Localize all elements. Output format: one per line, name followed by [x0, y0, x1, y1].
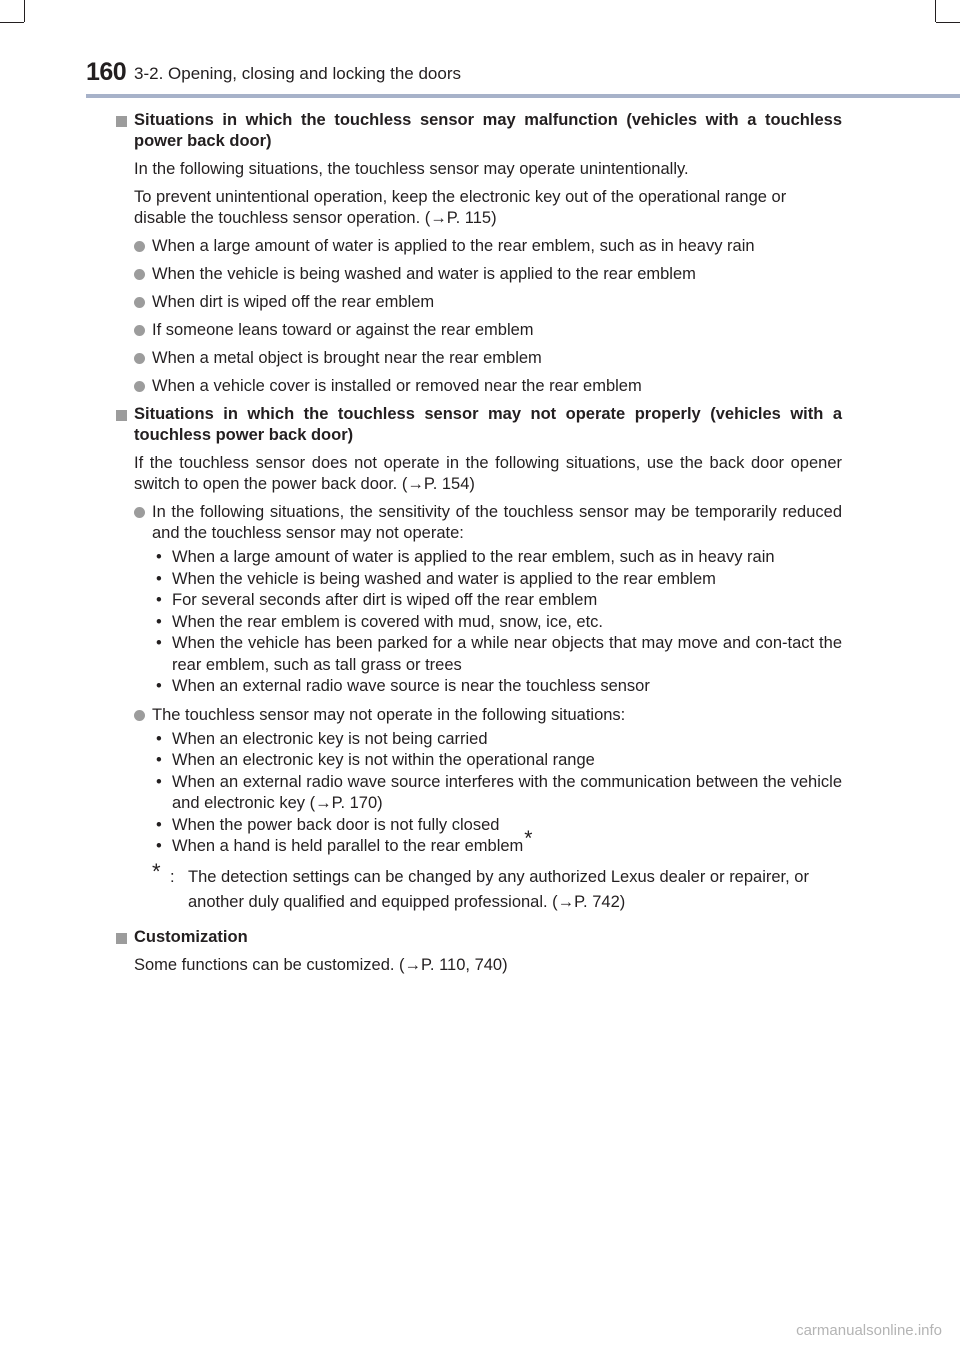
middot-icon: •: [156, 815, 162, 834]
crop-mark: [935, 0, 936, 22]
list-item-text: The touchless sensor may not operate in the following situations:: [152, 705, 626, 724]
list-item-text: If someone leans toward or against the rear emblem: [152, 321, 534, 339]
footnote-text: The detection settings can be changed by any authorized Lexus dealer or repairer, or another duly qualified and equipped professional. (→P. 742): [188, 867, 809, 911]
middot-icon: •: [156, 677, 162, 695]
list-item: [134, 236, 842, 257]
middot-icon: •: [156, 837, 162, 855]
footnote-mark: *: [152, 858, 161, 884]
section-malfunction: [116, 110, 842, 397]
circle-bullet-icon: [134, 710, 145, 721]
list-item-text: When a large amount of water is applied to the rear emblem, such as in heavy rain: [152, 237, 755, 255]
section-heading: Situations in which the touchless sensor may not operate properly (vehicles with a touchless power back door): [134, 405, 842, 444]
middot-icon: •: [156, 612, 162, 631]
sub-list: [152, 547, 842, 698]
sub-list-item-text: When an electronic key is not within the operational range: [172, 751, 595, 769]
sub-list-item-text: When the rear emblem is covered with mud, snow, ice, etc.: [172, 612, 604, 631]
sub-list-item-text: When a hand is held parallel to the rear emblem: [172, 837, 524, 855]
sub-list-item-text: When the vehicle is being washed and water is applied to the rear emblem: [172, 569, 716, 588]
sub-list-item: [152, 612, 842, 634]
sub-list-item-text: For several seconds after dirt is wiped off the rear emblem: [172, 591, 598, 609]
square-bullet-icon: [116, 410, 127, 421]
sub-list-item-text: When a large amount of water is applied to the rear emblem, such as in heavy rain: [172, 548, 775, 566]
sub-list-item: [152, 569, 842, 591]
list-item-text: When dirt is wiped off the rear emblem: [152, 293, 435, 311]
list-item: [134, 320, 842, 341]
sub-list-item: [152, 676, 842, 698]
square-bullet-icon: [116, 933, 127, 944]
list-item: [134, 348, 842, 369]
footnote: [152, 858, 842, 915]
list-item-text: In the following situations, the sensitivity of the touchless sensor may be temporarily reduced and the touchless sensor may not operate:: [152, 503, 842, 542]
paragraph: Some functions can be customized. (→P. 110, 740): [134, 955, 508, 974]
section-heading: Situations in which the touchless sensor may malfunction (vehicles with a touchless power back door): [134, 111, 842, 150]
middot-icon: •: [156, 772, 162, 791]
sub-list-item: [152, 590, 842, 612]
list-item: [134, 502, 842, 698]
sub-list: [152, 729, 842, 858]
circle-bullet-icon: [134, 241, 145, 252]
page-number: 160: [86, 58, 127, 86]
list-item-text: When a metal object is brought near the rear emblem: [152, 349, 542, 367]
sub-list-item: [152, 633, 842, 676]
sub-list-item-text: When the vehicle has been parked for a while near objects that may move and con-tact the rear emblem, such as tall grass or trees: [172, 634, 842, 674]
sub-list-item: [152, 547, 842, 569]
crop-mark: [24, 0, 25, 22]
circle-bullet-icon: [134, 297, 145, 308]
circle-bullet-icon: [134, 353, 145, 364]
circle-bullet-icon: [134, 325, 145, 336]
footnote-colon: :: [170, 867, 175, 886]
sub-list-item-text: When the power back door is not fully closed: [172, 815, 500, 834]
section-title: 3-2. Opening, closing and locking the doors: [134, 64, 461, 83]
middot-icon: •: [156, 634, 162, 652]
page-content: [116, 110, 842, 983]
list-item: [134, 376, 842, 397]
page-header: [86, 58, 960, 92]
footnote-star: *: [524, 827, 533, 850]
crop-mark: [0, 22, 24, 23]
list-item-text: When the vehicle is being washed and water is applied to the rear emblem: [152, 265, 696, 283]
list-item-text: When a vehicle cover is installed or removed near the rear emblem: [152, 377, 642, 395]
section-customization: [116, 927, 842, 976]
sub-list-item-text: When an electronic key is not being carried: [172, 729, 488, 748]
sub-list-item: [152, 729, 842, 751]
section-heading: Customization: [134, 927, 248, 946]
crop-mark: [936, 22, 960, 23]
list-item: [134, 264, 842, 285]
middot-icon: •: [156, 591, 162, 609]
sub-list-item-text: When an external radio wave source interferes with the communication between the vehicle and electronic key (→P. 170): [172, 772, 842, 812]
list-item: [134, 292, 842, 313]
square-bullet-icon: [116, 116, 127, 127]
paragraph: If the touchless sensor does not operate in the following situations, use the back door opener switch to open the power back door. (→P. 154): [134, 454, 842, 493]
middot-icon: •: [156, 729, 162, 748]
list-item: [134, 705, 842, 915]
watermark: carmanualsonline.info: [796, 1322, 942, 1339]
sub-list-item: [152, 772, 842, 815]
paragraph: To prevent unintentional operation, keep the electronic key out of the operational range or disable the touchless sensor operation. (→P. 115): [134, 188, 787, 227]
paragraph: In the following situations, the touchless sensor may operate unintentionally.: [134, 160, 689, 178]
middot-icon: •: [156, 569, 162, 588]
sub-list-item: [152, 750, 842, 772]
middot-icon: •: [156, 548, 162, 566]
section-not-operate: [116, 404, 842, 915]
circle-bullet-icon: [134, 507, 145, 518]
circle-bullet-icon: [134, 269, 145, 280]
sub-list-item: [152, 815, 842, 837]
sub-list-item: [152, 827, 842, 858]
header-rule: [86, 94, 960, 98]
middot-icon: •: [156, 751, 162, 769]
sub-list-item-text: When an external radio wave source is near the touchless sensor: [172, 677, 650, 695]
circle-bullet-icon: [134, 381, 145, 392]
